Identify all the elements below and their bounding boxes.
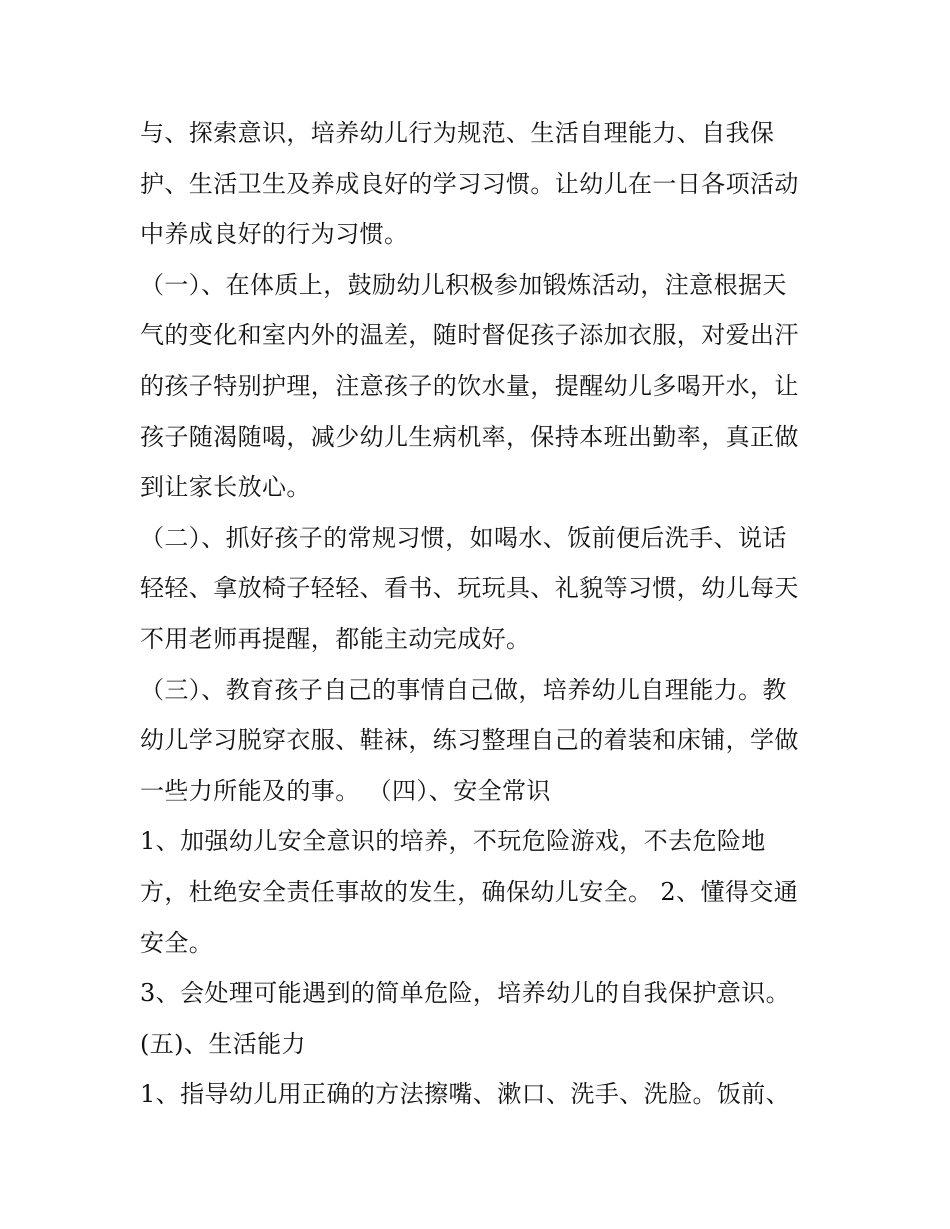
text-line: 中养成良好的行为习惯。 [140,220,409,249]
text-line: 孩子随渴随喝，减少幼儿生病机率，保持本班出勤率，真正做 [140,422,799,451]
text-line: 气的变化和室内外的温差，随时督促孩子添加衣服，对爱出汗 [140,321,799,350]
text-line: 到让家长放心。 [140,473,311,502]
text-line: （一）、在体质上，鼓励幼儿积极参加锻炼活动，注意根据天 [140,270,787,299]
text-line: 3、会处理可能遇到的简单危险，培养幼儿的自我保护意识。 [140,979,791,1008]
text-line: 轻轻、拿放椅子轻轻、看书、玩玩具、礼貌等习惯，幼儿每天 [140,574,799,603]
text-line: 1、指导幼儿用正确的方法擦嘴、漱口、洗手、洗脸。饭前、 [140,1080,791,1109]
text-line: 安全。 [140,928,214,957]
text-line: 一些力所能及的事。 （四）、安全常识 [140,776,551,805]
text-line: 1、加强幼儿安全意识的培养，不玩危险游戏，不去危险地 [140,827,766,856]
text-line: 不用老师再提醒，都能主动完成好。 [140,624,531,653]
text-line: （二）、抓好孩子的常规习惯，如喝水、饭前便后洗手、说话 [140,523,787,552]
text-line: 方，杜绝安全责任事故的发生，确保幼儿安全。 2、懂得交通 [140,877,799,906]
text-line: （三）、教育孩子自己的事情自己做，培养幼儿自理能力。教 [140,675,787,704]
text-line: 的孩子特别护理，注意孩子的饮水量，提醒幼儿多喝开水，让 [140,371,799,400]
text-line: 与、探索意识，培养幼儿行为规范、生活自理能力、自我保 [140,119,775,147]
text-line: (五)、生活能力 [140,1029,306,1058]
text-line: 护、生活卫生及养成良好的学习习惯。让幼儿在一日各项活动 [140,169,799,198]
text-line: 幼儿学习脱穿衣服、鞋袜，练习整理自己的着装和床铺，学做 [140,726,799,755]
document-body [140,108,820,1120]
